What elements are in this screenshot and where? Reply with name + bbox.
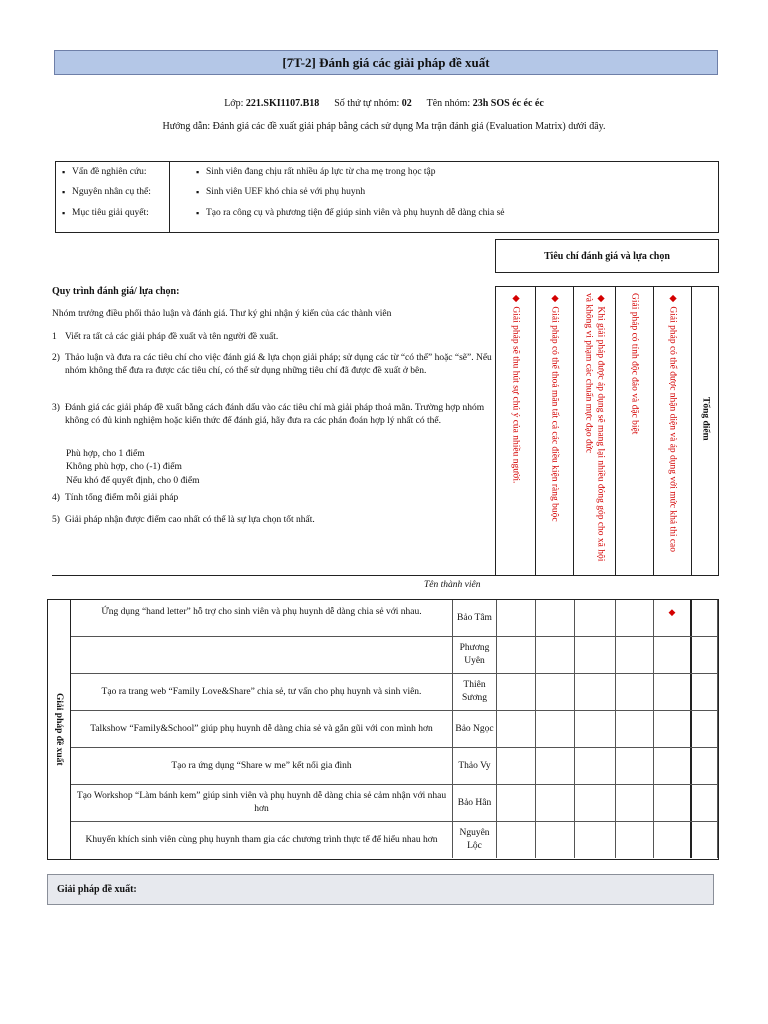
solution-member: Thiên Sương xyxy=(453,674,497,710)
score-cell[interactable] xyxy=(575,674,616,710)
score-cell[interactable] xyxy=(654,785,692,821)
solution-member: Nguyên Lộc xyxy=(453,822,497,858)
process-step xyxy=(52,492,492,505)
step-number: 1 xyxy=(52,332,57,342)
solution-row xyxy=(71,637,718,674)
group-number-label: Số thứ tự nhóm: xyxy=(334,98,400,109)
score-cell[interactable] xyxy=(654,600,692,636)
total-score-cell[interactable] xyxy=(692,600,718,636)
criteria-columns xyxy=(495,286,719,576)
solution-member: Phương Uyên xyxy=(453,637,497,673)
solutions-table xyxy=(47,599,719,860)
criterion-column xyxy=(615,287,653,575)
score-cell[interactable] xyxy=(654,637,692,673)
solution-member: Bảo Ngọc xyxy=(453,711,497,747)
score-cell[interactable] xyxy=(616,748,654,784)
step-text: Thảo luận và đưa ra các tiêu chí cho việc đánh giá & lựa chọn giải pháp; sử dụng các từ “có thể” hoặc “sẽ”. Nếu nhóm không thể đưa ra được các tiêu chí, có thể sử dụng những tiêu chí đã được đề xuất ở bên. xyxy=(65,353,492,376)
solution-idea: Khuyến khích sinh viên cùng phụ huynh tham gia các chương trình thực tế để hiểu nhau hơn xyxy=(71,822,453,858)
score-cell[interactable] xyxy=(536,674,575,710)
score-cell[interactable] xyxy=(654,748,692,784)
solution-row xyxy=(71,711,718,748)
score-cell[interactable] xyxy=(497,785,536,821)
specific-cause-value: ▪ Sinh viên UEF khó chia sẻ với phụ huynh xyxy=(206,187,365,197)
group-name-label: Tên nhóm: xyxy=(426,98,471,109)
total-score-cell[interactable] xyxy=(692,637,718,673)
total-score-cell[interactable] xyxy=(692,785,718,821)
solution-member: Bảo Hân xyxy=(453,785,497,821)
criterion-2: ◆ Giải pháp có thể thoả mãn tất cả các điều kiện ràng buộc xyxy=(549,293,560,522)
score-cell[interactable] xyxy=(536,711,575,747)
score-cell[interactable] xyxy=(497,637,536,673)
solution-idea xyxy=(71,637,453,673)
class-value: 221.SKI1107.B18 xyxy=(245,98,320,109)
criterion-column xyxy=(691,287,719,575)
score-cell[interactable] xyxy=(497,748,536,784)
solutions-side-label: Giải pháp đề xuất xyxy=(48,600,71,859)
solution-idea: Ứng dụng “hand letter” hỗ trợ cho sinh viên và phụ huynh dễ dàng chia sẻ với nhau. xyxy=(71,600,453,636)
total-score-cell[interactable] xyxy=(692,674,718,710)
score-cell[interactable] xyxy=(497,600,536,636)
criterion-column xyxy=(535,287,573,575)
step-number: 5) xyxy=(52,515,60,525)
criteria-header: Tiêu chí đánh giá và lựa chọn xyxy=(495,239,719,273)
criterion-1: ◆ Giải pháp sẽ thu hút sự chú ý của nhiều người. xyxy=(510,293,521,484)
step-text: Viết ra tất cả các giải pháp đề xuất và tên người đề xuất. xyxy=(65,332,279,342)
score-cell[interactable] xyxy=(497,711,536,747)
proposed-solution-box: Giải pháp đề xuất: xyxy=(47,874,714,905)
step-number: 4) xyxy=(52,493,60,503)
score-cell[interactable] xyxy=(536,785,575,821)
research-issue-value: ▪ Sinh viên đang chịu rất nhiều áp lực từ cha mẹ trong học tập xyxy=(206,167,436,177)
solution-row xyxy=(71,748,718,785)
score-cell[interactable] xyxy=(575,822,616,858)
class-label: Lớp: xyxy=(224,98,244,109)
instructions: Hướng dẫn: Đánh giá các đề xuất giải pháp bằng cách sử dụng Ma trận đánh giá (Evaluation Matrix) dưới đây. xyxy=(162,121,606,132)
solution-row xyxy=(71,600,718,637)
total-score-cell[interactable] xyxy=(692,822,718,858)
solution-row xyxy=(71,785,718,822)
criterion-5: ◆ Giải pháp có thể được nhận diện và áp dụng với mức khả thi cao xyxy=(667,293,678,553)
score-cell[interactable] xyxy=(575,600,616,636)
step-number: 3) xyxy=(52,403,60,413)
process-title: Quy trình đánh giá/ lựa chọn: xyxy=(52,286,180,297)
score-cell[interactable] xyxy=(654,711,692,747)
criterion-4: Giải pháp có tính độc đáo và đặc biệt xyxy=(629,293,640,435)
solution-idea: Tạo Workshop “Làm bánh kem” giúp sinh viên và phụ huynh dễ dàng chia sẻ cảm nhận với nhau hơn xyxy=(71,785,453,821)
solution-row xyxy=(71,674,718,711)
process-step xyxy=(52,402,492,427)
score-cell[interactable] xyxy=(616,711,654,747)
process-step xyxy=(52,331,492,344)
score-cell[interactable] xyxy=(654,822,692,858)
problem-statement-box xyxy=(55,161,719,233)
group-name-value: 23h SOS éc éc éc xyxy=(472,98,544,109)
total-score-cell[interactable] xyxy=(692,748,718,784)
page-title: [7T-2] Đánh giá các giải pháp đề xuất xyxy=(54,50,718,75)
diamond-marker-icon: ◆ xyxy=(668,607,676,617)
solution-idea: Tạo ra trang web “Family Love&Share” chia sẻ, tư vấn cho phụ huynh và sinh viên. xyxy=(71,674,453,710)
process-step xyxy=(52,514,492,527)
score-cell[interactable] xyxy=(616,600,654,636)
step-text: Đánh giá các giải pháp đề xuất bằng cách đánh dấu vào các tiêu chí mà giải pháp thoả mãn. Trường hợp nhóm không có đủ kinh nghiệm hoặc kiến thức để đánh giá, hãy đưa ra các phán đoán hợp lý nhất có thể. xyxy=(65,403,485,426)
criterion-column xyxy=(496,287,535,575)
member-column-caption: Tên thành viên xyxy=(424,580,481,590)
research-issue-label: ▪ Vấn đề nghiên cứu: xyxy=(72,167,147,177)
solution-idea: Tạo ra ứng dụng “Share w me” kết nối gia đình xyxy=(71,748,453,784)
score-option: Phù hợp, cho 1 điểm xyxy=(66,449,145,459)
score-cell[interactable] xyxy=(536,637,575,673)
score-option: Nếu khó để quyết định, cho 0 điểm xyxy=(66,476,200,486)
group-number-value: 02 xyxy=(401,98,412,109)
score-cell[interactable] xyxy=(575,748,616,784)
solution-member: Thảo Vy xyxy=(453,748,497,784)
criterion-column xyxy=(573,287,615,575)
total-score-cell[interactable] xyxy=(692,711,718,747)
score-cell[interactable] xyxy=(536,822,575,858)
step-number: 2) xyxy=(52,353,60,363)
score-cell[interactable] xyxy=(616,785,654,821)
score-cell[interactable] xyxy=(654,674,692,710)
solution-idea: Talkshow “Family&School” giúp phụ huynh dễ dàng chia sẻ và gắn gũi với con mình hơn xyxy=(71,711,453,747)
process-intro: Nhóm trưởng điều phối thảo luận và đánh giá. Thư ký ghi nhận ý kiến của các thành viên xyxy=(52,309,392,319)
score-cell[interactable] xyxy=(536,600,575,636)
goal-label: ▪ Mục tiêu giải quyết: xyxy=(72,208,149,218)
score-cell[interactable] xyxy=(575,637,616,673)
divider xyxy=(52,575,719,576)
solution-member: Bảo Tâm xyxy=(453,600,497,636)
score-cell[interactable] xyxy=(497,822,536,858)
step-text: Tính tổng điểm mỗi giải pháp xyxy=(65,493,179,503)
score-cell[interactable] xyxy=(616,637,654,673)
group-info xyxy=(0,98,768,109)
criterion-3: ◆ Khi giải pháp được áp dụng sẽ mang lại nhiều đóng góp cho xã hội và không vi phạm các chuẩn mực đạo đức xyxy=(583,293,606,562)
score-cell[interactable] xyxy=(536,748,575,784)
total-score-header: Tổng điểm xyxy=(700,397,711,441)
score-cell[interactable] xyxy=(575,711,616,747)
score-cell[interactable] xyxy=(575,785,616,821)
score-option: Không phù hợp, cho (-1) điểm xyxy=(66,462,182,472)
criterion-column xyxy=(653,287,691,575)
step-text: Giải pháp nhận được điểm cao nhất có thể là sự lựa chọn tốt nhất. xyxy=(65,515,315,525)
score-cell[interactable] xyxy=(497,674,536,710)
solution-row xyxy=(71,822,718,858)
score-cell[interactable] xyxy=(616,674,654,710)
process-step xyxy=(52,352,492,377)
specific-cause-label: ▪ Nguyên nhân cụ thể: xyxy=(72,187,151,197)
score-cell[interactable] xyxy=(616,822,654,858)
goal-value: ▪ Tạo ra công cụ và phương tiện để giúp sinh viên và phụ huynh dễ dàng chia sẻ xyxy=(206,208,505,218)
